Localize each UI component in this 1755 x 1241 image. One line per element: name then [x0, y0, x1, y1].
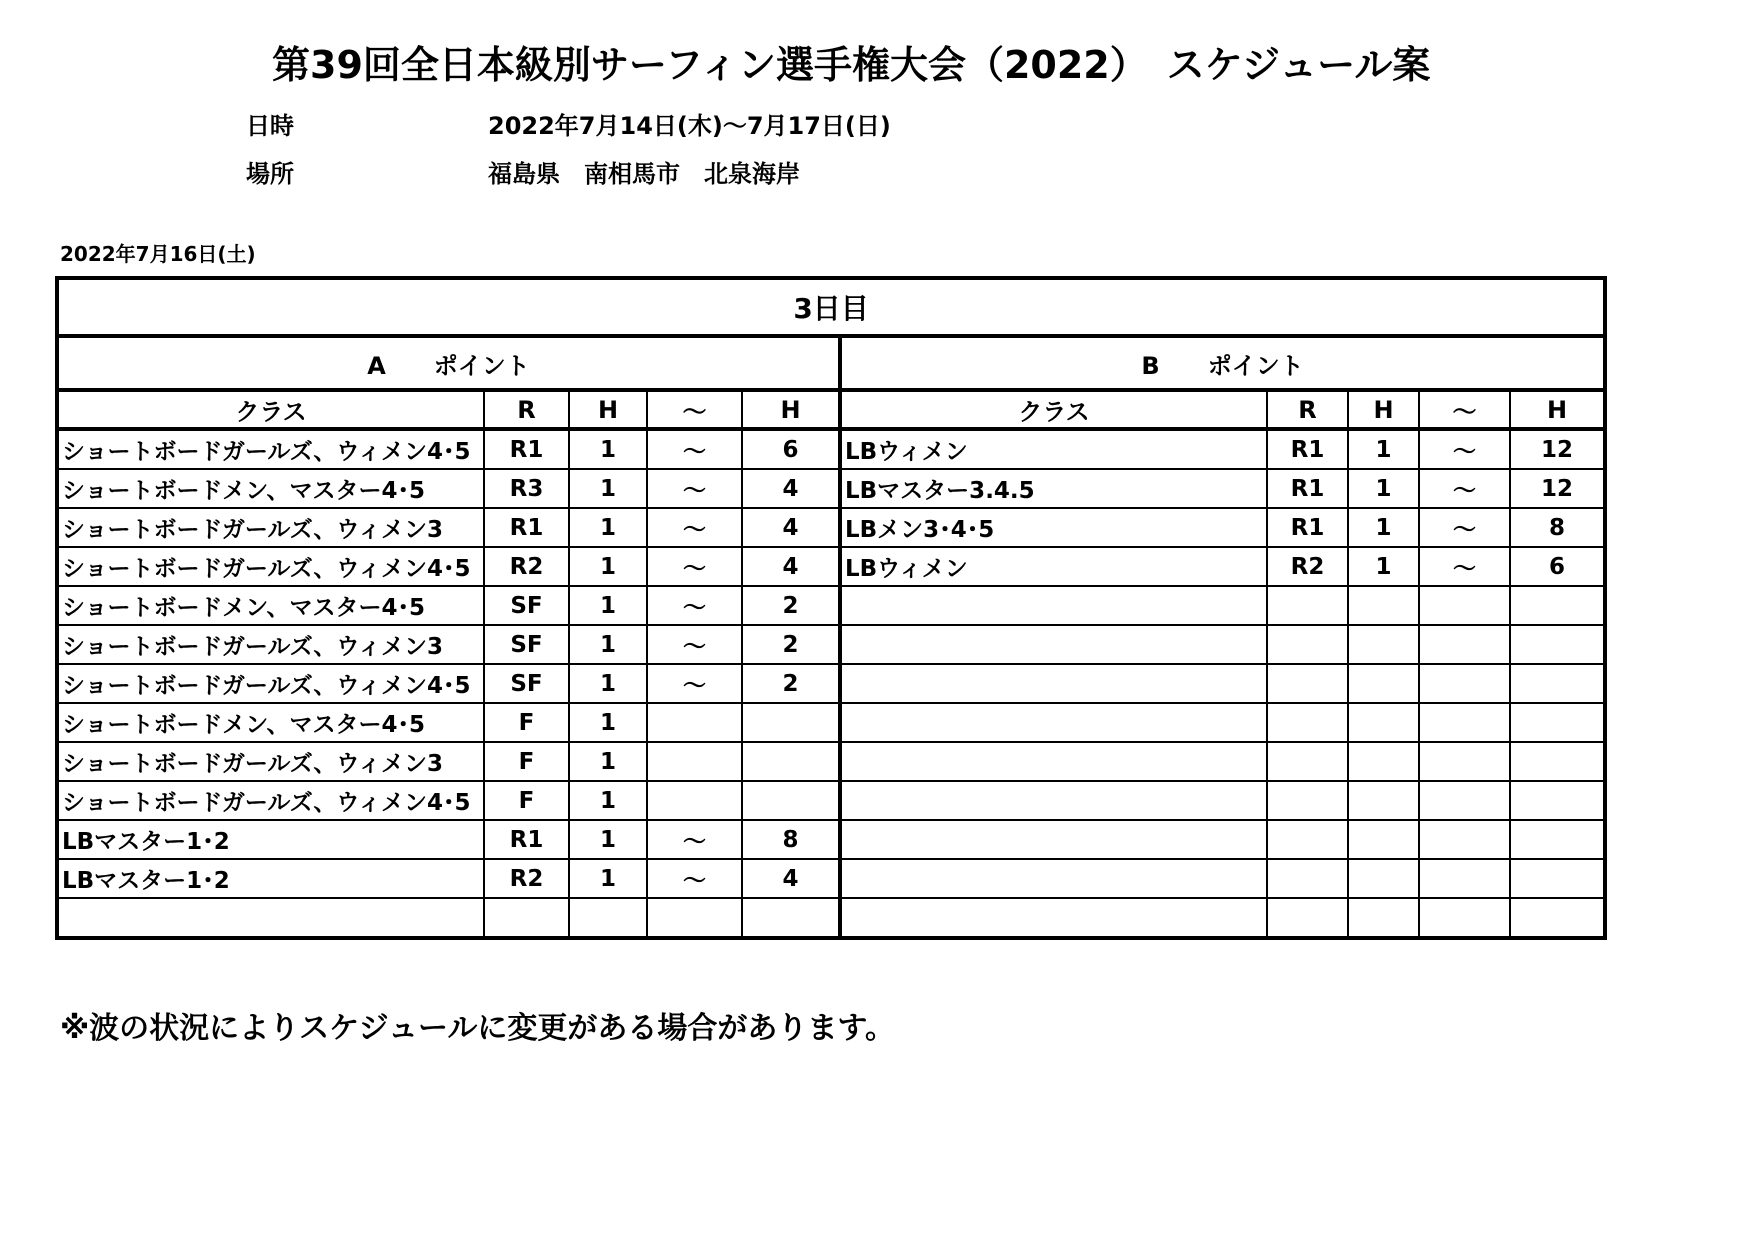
table-row	[57, 547, 1605, 586]
cell-a-heat-from: 1	[569, 859, 647, 898]
cell-a-tilde: ～	[647, 859, 742, 898]
cell-b-heat-from	[1348, 625, 1419, 664]
cell-b-heat-from	[1348, 742, 1419, 781]
cell-b-heat-to	[1510, 703, 1605, 742]
cell-a-class: ショートボードガールズ、ウィメン4･5	[57, 547, 484, 586]
cell-a-round: R1	[484, 429, 569, 469]
cell-b-tilde	[1419, 820, 1510, 859]
schedule-table	[55, 276, 1607, 940]
cell-b-tilde	[1419, 742, 1510, 781]
day-label: 3日目	[57, 278, 1605, 336]
cell-a-tilde: ～	[647, 508, 742, 547]
schedule-date: 2022年7月16日(土)	[60, 242, 256, 266]
point-a-header: A ポイント	[57, 336, 840, 390]
cell-b-tilde: ～	[1419, 429, 1510, 469]
cell-a-tilde: ～	[647, 586, 742, 625]
cell-a-heat-to	[742, 898, 840, 938]
cell-b-round	[1267, 898, 1348, 938]
table-row	[57, 703, 1605, 742]
cell-a-round: SF	[484, 625, 569, 664]
cell-b-tilde	[1419, 781, 1510, 820]
date-label: 日時	[246, 112, 294, 140]
cell-b-tilde	[1419, 664, 1510, 703]
cell-a-heat-from: 1	[569, 625, 647, 664]
cell-a-heat-to	[742, 703, 840, 742]
cell-b-heat-from: 1	[1348, 508, 1419, 547]
cell-b-heat-to: 12	[1510, 429, 1605, 469]
cell-b-heat-to: 6	[1510, 547, 1605, 586]
cell-b-class	[840, 625, 1267, 664]
cell-b-tilde: ～	[1419, 469, 1510, 508]
cell-b-heat-from	[1348, 859, 1419, 898]
cell-a-class: LBマスター1･2	[57, 859, 484, 898]
cell-a-class: ショートボードガールズ、ウィメン4･5	[57, 781, 484, 820]
column-header-round-a: R	[484, 390, 569, 429]
cell-a-heat-from: 1	[569, 781, 647, 820]
cell-b-heat-from	[1348, 820, 1419, 859]
cell-a-round	[484, 898, 569, 938]
cell-b-tilde	[1419, 859, 1510, 898]
cell-a-heat-from: 1	[569, 664, 647, 703]
cell-b-class	[840, 664, 1267, 703]
cell-a-class: LBマスター1･2	[57, 820, 484, 859]
cell-b-heat-to	[1510, 859, 1605, 898]
cell-a-round: F	[484, 742, 569, 781]
column-header-tilde-b: ～	[1419, 390, 1510, 429]
column-header-heat-to-a: H	[742, 390, 840, 429]
cell-a-class: ショートボードガールズ、ウィメン3	[57, 508, 484, 547]
cell-b-round	[1267, 625, 1348, 664]
cell-b-round: R1	[1267, 508, 1348, 547]
table-row	[57, 508, 1605, 547]
table-row	[57, 625, 1605, 664]
column-header-heat-to-b: H	[1510, 390, 1605, 429]
cell-a-heat-from: 1	[569, 429, 647, 469]
cell-b-heat-from: 1	[1348, 547, 1419, 586]
cell-a-tilde	[647, 742, 742, 781]
cell-b-heat-from	[1348, 781, 1419, 820]
cell-a-heat-to: 4	[742, 547, 840, 586]
cell-b-tilde: ～	[1419, 547, 1510, 586]
cell-b-heat-from: 1	[1348, 429, 1419, 469]
cell-b-tilde	[1419, 586, 1510, 625]
column-header-round-b: R	[1267, 390, 1348, 429]
cell-a-heat-from: 1	[569, 703, 647, 742]
cell-b-heat-to	[1510, 781, 1605, 820]
cell-b-round	[1267, 664, 1348, 703]
cell-a-tilde	[647, 703, 742, 742]
cell-b-heat-from	[1348, 586, 1419, 625]
cell-b-heat-from	[1348, 664, 1419, 703]
table-row	[57, 859, 1605, 898]
cell-b-heat-from: 1	[1348, 469, 1419, 508]
cell-b-heat-from	[1348, 703, 1419, 742]
column-header-class-a: クラス	[57, 390, 484, 429]
cell-b-tilde: ～	[1419, 508, 1510, 547]
cell-b-class	[840, 898, 1267, 938]
cell-a-heat-from: 1	[569, 547, 647, 586]
cell-b-heat-to: 12	[1510, 469, 1605, 508]
cell-a-class: ショートボードメン、マスター4･5	[57, 586, 484, 625]
cell-a-round: F	[484, 781, 569, 820]
cell-a-tilde	[647, 898, 742, 938]
cell-b-round	[1267, 781, 1348, 820]
table-row	[57, 429, 1605, 469]
column-header-heat-from-a: H	[569, 390, 647, 429]
table-row	[57, 820, 1605, 859]
cell-b-heat-to: 8	[1510, 508, 1605, 547]
cell-b-class: LBウィメン	[840, 547, 1267, 586]
cell-a-round: F	[484, 703, 569, 742]
table-row	[57, 898, 1605, 938]
cell-b-class: LBメン3･4･5	[840, 508, 1267, 547]
cell-b-heat-to	[1510, 586, 1605, 625]
cell-a-heat-from	[569, 898, 647, 938]
cell-b-class: LBマスター3.4.5	[840, 469, 1267, 508]
venue-value: 福島県 南相馬市 北泉海岸	[488, 160, 800, 188]
cell-b-round: R2	[1267, 547, 1348, 586]
cell-b-heat-to	[1510, 664, 1605, 703]
cell-a-round: SF	[484, 586, 569, 625]
cell-b-class	[840, 586, 1267, 625]
cell-b-heat-to	[1510, 898, 1605, 938]
table-row	[57, 781, 1605, 820]
cell-a-round: R2	[484, 859, 569, 898]
schedule-change-note: ※波の状況によりスケジュールに変更がある場合があります。	[60, 1011, 895, 1046]
cell-a-heat-to	[742, 781, 840, 820]
cell-a-heat-from: 1	[569, 469, 647, 508]
cell-b-heat-from	[1348, 898, 1419, 938]
table-row	[57, 664, 1605, 703]
cell-b-round	[1267, 859, 1348, 898]
date-value: 2022年7月14日(木)～7月17日(日)	[488, 112, 891, 140]
cell-a-heat-to: 2	[742, 625, 840, 664]
cell-b-round	[1267, 820, 1348, 859]
cell-b-class	[840, 703, 1267, 742]
cell-a-heat-to: 2	[742, 664, 840, 703]
cell-b-round: R1	[1267, 429, 1348, 469]
cell-a-class: ショートボードガールズ、ウィメン3	[57, 742, 484, 781]
cell-a-tilde: ～	[647, 547, 742, 586]
column-header-tilde-a: ～	[647, 390, 742, 429]
cell-a-heat-to: 6	[742, 429, 840, 469]
cell-a-tilde: ～	[647, 820, 742, 859]
cell-a-heat-to: 8	[742, 820, 840, 859]
cell-a-tilde: ～	[647, 469, 742, 508]
cell-b-class	[840, 859, 1267, 898]
cell-a-heat-to: 4	[742, 859, 840, 898]
cell-a-heat-to: 2	[742, 586, 840, 625]
cell-a-heat-to	[742, 742, 840, 781]
table-row	[57, 469, 1605, 508]
cell-a-heat-to: 4	[742, 508, 840, 547]
cell-b-round	[1267, 742, 1348, 781]
cell-a-tilde: ～	[647, 625, 742, 664]
cell-a-heat-from: 1	[569, 508, 647, 547]
cell-a-round: R2	[484, 547, 569, 586]
cell-b-class	[840, 820, 1267, 859]
cell-b-class	[840, 742, 1267, 781]
cell-b-round: R1	[1267, 469, 1348, 508]
table-row	[57, 742, 1605, 781]
cell-b-class: LBウィメン	[840, 429, 1267, 469]
cell-a-tilde: ～	[647, 664, 742, 703]
cell-a-class: ショートボードガールズ、ウィメン4･5	[57, 429, 484, 469]
cell-b-class	[840, 781, 1267, 820]
cell-a-heat-to: 4	[742, 469, 840, 508]
point-b-header: B ポイント	[840, 336, 1605, 390]
cell-b-heat-to	[1510, 820, 1605, 859]
cell-a-class: ショートボードメン、マスター4･5	[57, 469, 484, 508]
cell-a-round: R3	[484, 469, 569, 508]
cell-a-heat-from: 1	[569, 586, 647, 625]
table-row	[57, 586, 1605, 625]
cell-b-heat-to	[1510, 742, 1605, 781]
venue-label: 場所	[246, 160, 294, 188]
cell-b-heat-to	[1510, 625, 1605, 664]
cell-b-tilde	[1419, 703, 1510, 742]
cell-a-class: ショートボードメン、マスター4･5	[57, 703, 484, 742]
column-header-class-b: クラス	[840, 390, 1267, 429]
cell-a-class	[57, 898, 484, 938]
cell-b-tilde	[1419, 898, 1510, 938]
cell-b-round	[1267, 703, 1348, 742]
cell-a-heat-from: 1	[569, 742, 647, 781]
cell-a-tilde	[647, 781, 742, 820]
cell-b-round	[1267, 586, 1348, 625]
cell-a-round: R1	[484, 820, 569, 859]
cell-a-heat-from: 1	[569, 820, 647, 859]
cell-a-round: SF	[484, 664, 569, 703]
cell-a-round: R1	[484, 508, 569, 547]
cell-a-class: ショートボードガールズ、ウィメン4･5	[57, 664, 484, 703]
column-header-heat-from-b: H	[1348, 390, 1419, 429]
document-title: 第39回全日本級別サーフィン選手権大会（2022） スケジュール案	[272, 43, 1431, 87]
cell-a-class: ショートボードガールズ、ウィメン3	[57, 625, 484, 664]
cell-a-tilde: ～	[647, 429, 742, 469]
cell-b-tilde	[1419, 625, 1510, 664]
